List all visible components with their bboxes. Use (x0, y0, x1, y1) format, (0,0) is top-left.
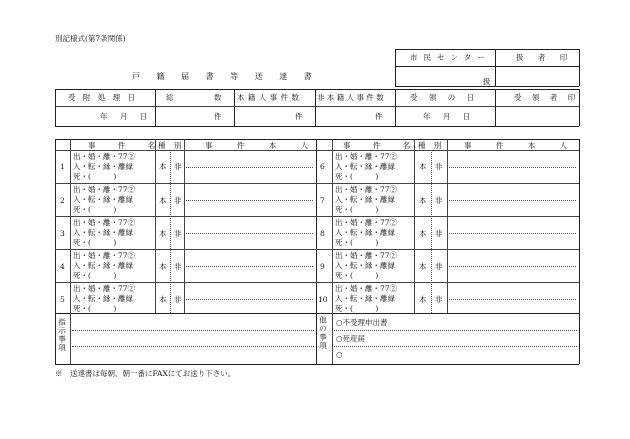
left-kind-header: 種 別 (158, 141, 185, 150)
kind-honseki[interactable]: 本 (419, 162, 427, 171)
case-line-1: 出・婚・離・77② (73, 284, 136, 293)
kind-honseki[interactable]: 本 (159, 162, 167, 171)
case-line-3: 死・( ) (73, 238, 117, 247)
kind-honseki[interactable]: 本 (419, 196, 427, 205)
kind-honseki[interactable]: 本 (419, 262, 427, 271)
left-person-header: 事 件 本 人 (205, 141, 320, 150)
row-number: 2 (60, 196, 65, 205)
right-person-header: 事 件 本 人 (464, 141, 579, 150)
right-kind-header: 種 別 (418, 141, 445, 150)
person-field[interactable] (449, 200, 576, 201)
kind-hihonseki[interactable]: 非 (174, 295, 182, 304)
case-line-2: 入・転・縁・離縁 (335, 162, 395, 171)
kind-honseki[interactable]: 本 (159, 262, 167, 271)
case-line-2: 入・転・縁・離縁 (335, 195, 395, 204)
person-field[interactable] (186, 233, 313, 234)
kind-hihonseki[interactable]: 非 (174, 196, 182, 205)
row-number: 5 (60, 295, 65, 304)
person-field[interactable] (186, 299, 313, 300)
person-field[interactable] (449, 299, 576, 300)
right-case-name-header: 事 件 名 (343, 141, 421, 150)
form-label: 別記様式(第7条関係) (55, 34, 126, 43)
footnote: ※ 送達書は毎朝、朝一番にFAXにてお送り下さい。 (55, 369, 236, 378)
row-number: 10 (318, 295, 328, 304)
kind-hihonseki[interactable]: 非 (435, 196, 443, 205)
honseki-count-value[interactable]: 件 (295, 112, 303, 121)
non-honseki-count-value[interactable]: 件 (375, 112, 383, 121)
row-number: 1 (60, 162, 65, 171)
case-line-3: 死・( ) (73, 172, 117, 181)
total-label: 総 (166, 93, 174, 102)
case-line-3: 死・( ) (335, 304, 379, 313)
kind-hihonseki[interactable]: 非 (174, 162, 182, 171)
case-line-1: 出・婚・離・77② (335, 284, 398, 293)
case-line-1: 出・婚・離・77② (335, 185, 398, 194)
case-line-1: 出・婚・離・77② (335, 152, 398, 161)
row-number: 8 (320, 229, 325, 238)
received-date-label: 受 領 の 日 (410, 93, 479, 102)
honseki-count-label: 本 籍 人 事 件 数 (237, 93, 300, 102)
received-date-value[interactable]: 年 月 日 (423, 112, 476, 121)
row-number: 4 (60, 262, 65, 271)
case-line-2: 入・転・縁・離縁 (73, 228, 133, 237)
person-field[interactable] (449, 233, 576, 234)
row-number: 7 (320, 196, 325, 205)
case-line-3: 死・( ) (73, 304, 117, 313)
person-field[interactable] (186, 200, 313, 201)
city-center-label: 市民センター (410, 53, 491, 62)
case-line-3: 死・( ) (335, 172, 379, 181)
row-number: 3 (60, 229, 65, 238)
case-line-1: 出・婚・離・77② (73, 218, 136, 227)
case-line-3: 死・( ) (335, 205, 379, 214)
receiver-stamp-label: 受 領 者 印 (514, 93, 580, 102)
total-unit-label: 数 (214, 93, 222, 102)
case-line-1: 出・婚・離・77② (335, 251, 398, 260)
non-honseki-count-label: 非 本 籍 人 事 件 数 (317, 93, 384, 102)
case-line-2: 入・転・縁・離縁 (335, 261, 395, 270)
other-item-1[interactable]: ○不受理申出書 (336, 318, 388, 327)
case-line-2: 入・転・縁・離縁 (73, 294, 133, 303)
kind-hihonseki[interactable]: 非 (174, 262, 182, 271)
row-number: 9 (320, 262, 325, 271)
person-field[interactable] (449, 266, 576, 267)
kind-hihonseki[interactable]: 非 (435, 295, 443, 304)
case-line-2: 入・転・縁・離縁 (73, 261, 133, 270)
handler-mark: 扱 (483, 77, 491, 86)
case-line-1: 出・婚・離・77② (335, 218, 398, 227)
other-item-3[interactable]: ○ (336, 350, 343, 359)
person-field[interactable] (186, 266, 313, 267)
kind-honseki[interactable]: 本 (159, 196, 167, 205)
case-line-2: 入・転・縁・離縁 (73, 195, 133, 204)
left-case-name-header: 事 件 名 (88, 141, 166, 150)
receipt-date-value[interactable]: 年 月 日 (100, 112, 153, 121)
kind-hihonseki[interactable]: 非 (435, 162, 443, 171)
case-line-2: 入・転・縁・離縁 (73, 162, 133, 171)
case-line-3: 死・( ) (335, 238, 379, 247)
person-field[interactable] (449, 167, 576, 168)
case-line-2: 入・転・縁・離縁 (335, 294, 395, 303)
case-line-1: 出・婚・離・77② (73, 152, 136, 161)
person-field[interactable] (186, 167, 313, 168)
other-item-2[interactable]: ○死産届 (336, 334, 366, 343)
total-value[interactable]: 件 (214, 112, 222, 121)
kind-hihonseki[interactable]: 非 (435, 262, 443, 271)
kind-honseki[interactable]: 本 (159, 295, 167, 304)
case-line-3: 死・( ) (73, 205, 117, 214)
case-line-1: 出・婚・離・77② (73, 185, 136, 194)
case-line-3: 死・( ) (335, 271, 379, 280)
doc-title: 戸 籍 届 書 等 送 達 書 (132, 72, 319, 81)
stamp-label: 扱 者 印 (516, 53, 574, 62)
kind-honseki[interactable]: 本 (159, 229, 167, 238)
kind-hihonseki[interactable]: 非 (435, 229, 443, 238)
kind-honseki[interactable]: 本 (419, 295, 427, 304)
case-line-3: 死・( ) (73, 271, 117, 280)
receipt-date-label: 受 附 処 理 日 (68, 93, 138, 102)
kind-honseki[interactable]: 本 (419, 229, 427, 238)
case-line-1: 出・婚・離・77② (73, 251, 136, 260)
kind-hihonseki[interactable]: 非 (174, 229, 182, 238)
case-line-2: 入・転・縁・離縁 (335, 228, 395, 237)
row-number: 6 (320, 162, 325, 171)
instructions-label: 指示事項 (57, 318, 67, 352)
other-label: 他の事項 (318, 316, 328, 350)
